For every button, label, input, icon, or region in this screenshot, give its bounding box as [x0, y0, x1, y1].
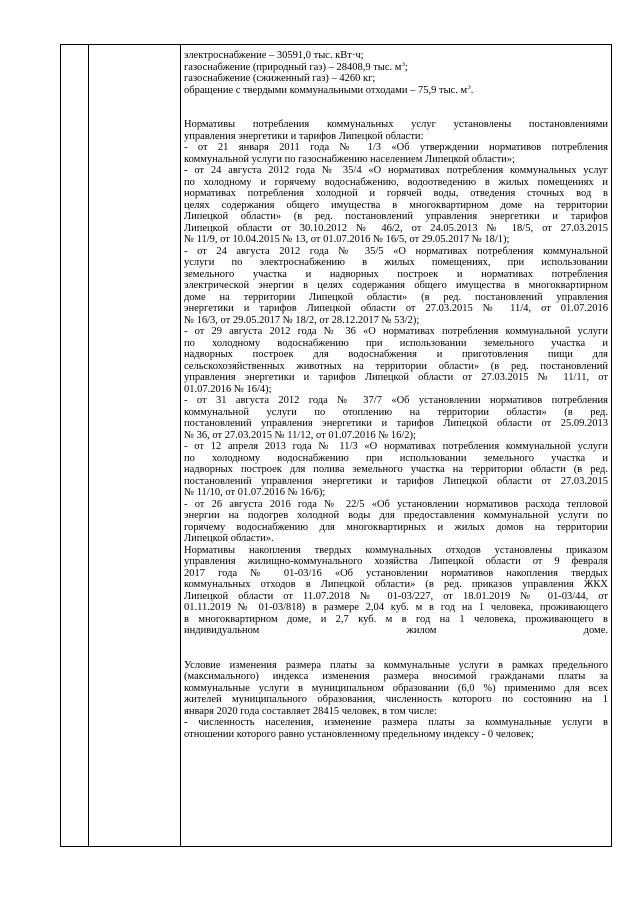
text-line: нормативах потребления холодной и горячей воды, отведения сточных вод в [184, 188, 608, 199]
superscript: 3 [401, 61, 405, 68]
text-line: по холодному водоснабжению при использовании земельного участка и [184, 452, 608, 464]
text-line: по холодному водоснабжению при использовании земельного участка и [184, 337, 608, 349]
text-line: энергетики и тарифов Липецкой области от 27.03.2015 № 11/4, от 01.07.2016 [184, 303, 608, 314]
text-line: коммунальных отходов в Липецкой области» (в ред. приказов управления ЖКХ [184, 579, 608, 590]
column-divider-1 [88, 44, 89, 847]
text-line: - от 12 апреля 2013 года № 11/3 «О нормативах потребления коммунальной услуги [184, 441, 608, 452]
text-line: услуги по электроснабжению в жилых помещениях, при использовании [184, 257, 608, 268]
text-line: января 2020 года составляет 28415 человек, в том числе: [184, 705, 437, 717]
text-line: управления энергетики и тарифов Липецкой области от 27.03.2015 № 11/11, от [184, 372, 608, 383]
text-line: электрической энергии в целях содержания общего имущества в многоквартирном [184, 280, 608, 291]
text-line: (максимального) индекса изменения размера вносимой гражданами платы за [184, 671, 608, 682]
condition-paragraphs [184, 660, 608, 741]
norms-paragraphs [184, 119, 608, 637]
table-border-right [611, 44, 612, 847]
text-line: № 36, от 27.03.2015 № 11/12, от 01.07.2016 № 16/2); [184, 429, 416, 441]
text-line: Липецкой области от 30.10.2012 № 46/2, от 24.05.2013 № 18/5, от 27.03.2015 [184, 222, 608, 234]
text-line: по холодному и горячему водоснабжению, водоотведению в жилых помещениях и [184, 176, 608, 188]
text-line: - от 24 августа 2012 года № 35/4 «О нормативах потребления коммунальных услуг [184, 165, 608, 176]
text-line: - численность населения, изменение размера платы за коммунальные услуги в [184, 717, 608, 728]
text-line: отношении которого равно установленному предельному индексу - 0 человек; [184, 728, 534, 740]
text-line: 01.11.2019 № 01-03/818) в размере 2,04 куб. м в год на 1 человека, проживающего [184, 602, 608, 613]
text-line: энергии на подогрев холодной воды для предоставления коммунальной услуги по [184, 510, 608, 521]
text-line: коммунальной услуги по газоснабжению населением Липецкой области»; [184, 153, 515, 165]
text-line: в многоквартирном доме, и 2,7 куб. м в год на 1 человека, проживающего в [184, 613, 608, 625]
text-line: - от 26 августа 2016 года № 22/5 «Об установлении нормативов расхода тепловой [184, 498, 608, 510]
table-border-bottom [60, 846, 612, 847]
text-line: управления энергетики и тарифов Липецкой области: [184, 130, 424, 142]
text-line: Нормативы накопления твердых коммунальных отходов установлены приказом [184, 544, 608, 556]
text-line: 2017 года № 01-03/16 «Об установлении нормативов накопления твердых [184, 567, 608, 579]
text-line: доме на территории Липецкой области» (в ред. постановлений управления [184, 291, 608, 303]
text-line: горячему водоснабжению для многоквартирных и жилых домов на территории [184, 521, 608, 533]
text-line: Липецкой области» (в ред. постановлений управления энергетики и тарифов [184, 211, 608, 222]
text-line: Нормативы потребления коммунальных услуг установлены постановлениями [184, 119, 608, 130]
text-line: жителей муниципального образования, численность которого по состоянию на 1 [184, 694, 608, 705]
text-line: - от 31 августа 2012 года № 37/7 «Об установлении нормативов потребления [184, 395, 608, 406]
table-border-top [60, 44, 612, 45]
text-line: надворных построек для полива земельного участка на территории области (в ред. [184, 464, 608, 475]
text-line: № 11/10, от 01.07.2016 № 16/6); [184, 487, 326, 498]
text-line: постановлений управления энергетики и тарифов Липецкой области от 27.03.2015 [184, 475, 608, 487]
text-line: коммунальные услуги в муниципальном образовании (6,0 %) применимо для всех [184, 682, 608, 694]
consumption-electricity: электроснабжение – 30591,0 тыс. кВт·ч; [184, 50, 364, 61]
text-line: - от 21 января 2011 года № 1/3 «Об утверждении нормативов потребления [184, 142, 608, 153]
superscript: 3 [467, 84, 471, 91]
text-line: постановлений управления энергетики и тарифов Липецкой области от 25.09.2013 [184, 418, 608, 429]
consumption-natural-gas: газоснабжение (природный газ) – 28408,9 тыс. $м^3$; [184, 61, 408, 73]
text-line: Липецкой области от 11.07.2018 № 01-03/227, от 18.01.2019 № 01-03/44, от [184, 590, 608, 602]
text-line: целях содержания общего имущества в многоквартирном доме на территории [184, 199, 608, 211]
text-line: - от 29 августа 2012 года № 36 «О нормативах потребления коммунальной услуги [184, 326, 608, 337]
text-line: 01.07.2016 № 16/4); [184, 383, 272, 395]
text-line: индивидуальном жилом доме. [184, 625, 608, 636]
text-line: Условие изменения размера платы за коммунальные услуги в рамках предельного [184, 659, 608, 671]
column-divider-2 [180, 44, 181, 847]
text-line: земельного участка и надворных построек и нормативах потребления [184, 268, 608, 280]
text-line: № 11/9, от 10.04.2015 № 13, от 01.07.2016 № 16/5, от 29.05.2017 № 18/1); [184, 234, 510, 245]
text-line: управления жилищно-коммунального хозяйства Липецкой области от 9 февраля [184, 556, 608, 567]
consumption-solid-waste: обращение с твердыми коммунальными отходами – 75,9 тыс. $м^3$. [184, 84, 474, 96]
text-line: сельскохозяйственных животных на территории области» (в ред. постановлений [184, 360, 608, 372]
document-text-cell [184, 50, 608, 740]
text-line: Липецкой области». [184, 533, 274, 544]
text-line: коммунальной услуги по отоплению на территории области» (в ред. [184, 406, 608, 418]
text-line: № 16/3, от 29.05.2017 № 18/2, от 28.12.2017 № 53/2); [184, 314, 420, 326]
table-border-left [60, 44, 61, 847]
text-line: надворных построек для водоснабжения и приготовления пищи для [184, 349, 608, 360]
text-line: - от 24 августа 2012 года № 35/5 «О нормативах потребления коммунальной [184, 245, 608, 257]
consumption-liquefied-gas: газоснабжение (сжиженный газ) – 4260 кг; [184, 73, 376, 84]
